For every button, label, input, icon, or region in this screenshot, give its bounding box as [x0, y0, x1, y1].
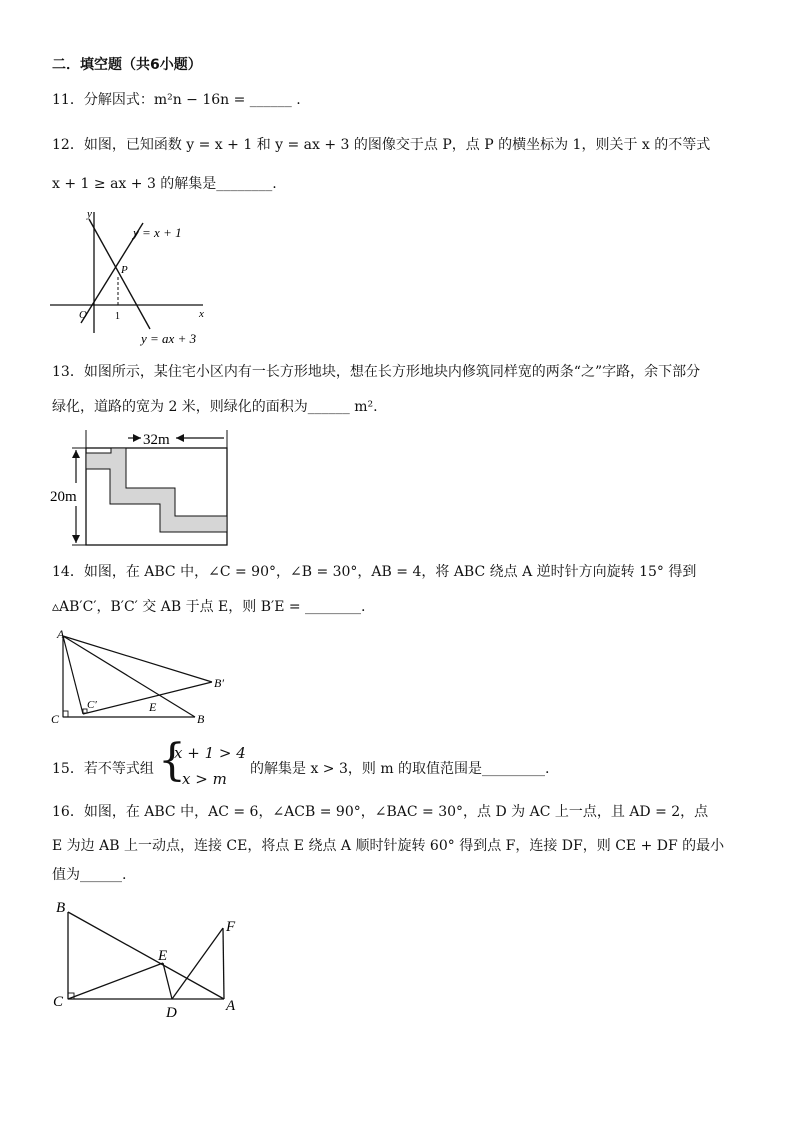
label-b-prime: B′	[214, 676, 224, 690]
label-d: D	[166, 1005, 177, 1021]
label-b: B	[56, 900, 66, 916]
height-label: 20m	[50, 489, 77, 505]
label-e: E	[149, 700, 157, 714]
q16-figure	[48, 893, 258, 1023]
q16-line2: E 为边 AB 上一动点，连接 CE，将点 E 绕点 A 顺时针旋转 60° 得到点 F，连接 DF，则 CE + DF 的最小	[52, 838, 725, 854]
label-f: F	[226, 919, 236, 935]
q11-text: 11．分解因式：m²n − 16n = ______ .	[52, 92, 301, 108]
q12-figure	[45, 205, 245, 350]
label-c-prime: C′	[87, 699, 97, 711]
tick-1-label: 1	[115, 311, 120, 322]
segment-df	[172, 928, 223, 999]
label-a: A	[226, 998, 236, 1014]
q13-figure	[48, 428, 238, 548]
q14-line1: 14．如图，在 ABC 中，∠C = 90°，∠B = 30°，AB = 4，将 ABC 绕点 A 逆时针方向旋转 15° 得到	[52, 564, 697, 580]
section-title: 二．填空题（共6小题）	[52, 57, 202, 73]
side-ab2	[63, 636, 212, 682]
dim-arrowhead-up	[72, 450, 80, 458]
q14-line2: ▵AB′C′，B′C′ 交 AB 于点 E，则 B′E = ________.	[52, 599, 366, 615]
line2-label: y = ax + 3	[141, 331, 197, 346]
width-label: 32m	[143, 432, 170, 448]
side-c2b2	[83, 682, 212, 714]
y-axis-label: y	[87, 208, 92, 220]
q12-line1: 12．如图，已知函数 y = x + 1 和 y = ax + 3 的图像交于点 P，点 P 的横坐标为 1，则关于 x 的不等式	[52, 137, 711, 153]
segment-ce	[68, 963, 163, 999]
point-p-label: P	[121, 264, 128, 276]
q13-line2: 绿化，道路的宽为 2 米，则绿化的面积为______ m².	[52, 399, 378, 415]
label-c: C	[53, 994, 64, 1010]
q15-prefix: 15．若不等式组	[52, 761, 154, 777]
q16-line3: 值为______.	[52, 867, 127, 883]
label-e: E	[158, 948, 168, 964]
dim-arrowhead-down	[72, 535, 80, 543]
label-c: C	[51, 712, 60, 726]
dim-arrowhead-right	[176, 434, 184, 442]
line1-label: y = x + 1	[133, 225, 182, 240]
q15-block	[52, 735, 612, 793]
side-ac2	[63, 636, 83, 714]
system-brace: {	[158, 735, 186, 786]
q14-figure	[45, 625, 245, 730]
label-a: A	[57, 627, 65, 641]
x-axis-label: x	[199, 308, 204, 320]
segment-fa	[223, 928, 224, 999]
side-ab	[68, 912, 224, 999]
q12-line2: x + 1 ≥ ax + 3 的解集是________.	[52, 176, 277, 192]
q15-ineq2: x > m	[182, 770, 227, 788]
q13-line1: 13．如图所示，某住宅小区内有一长方形地块，想在长方形地块内修筑同样宽的两条“之”字路，余下部分	[52, 364, 701, 380]
right-angle-c	[63, 711, 68, 717]
segment-ed	[163, 963, 172, 999]
label-b: B	[197, 712, 205, 726]
dim-arrowhead-left	[133, 434, 141, 442]
origin-label: O	[79, 309, 87, 321]
q15-suffix: 的解集是 x > 3，则 m 的取值范围是_________.	[250, 761, 550, 777]
q16-line1: 16．如图，在 ABC 中，AC = 6，∠ACB = 90°，∠BAC = 30°，点 D 为 AC 上一点，且 AD = 2，点	[52, 804, 709, 820]
side-ab	[63, 636, 195, 717]
q15-ineq1: x + 1 > 4	[174, 744, 246, 762]
